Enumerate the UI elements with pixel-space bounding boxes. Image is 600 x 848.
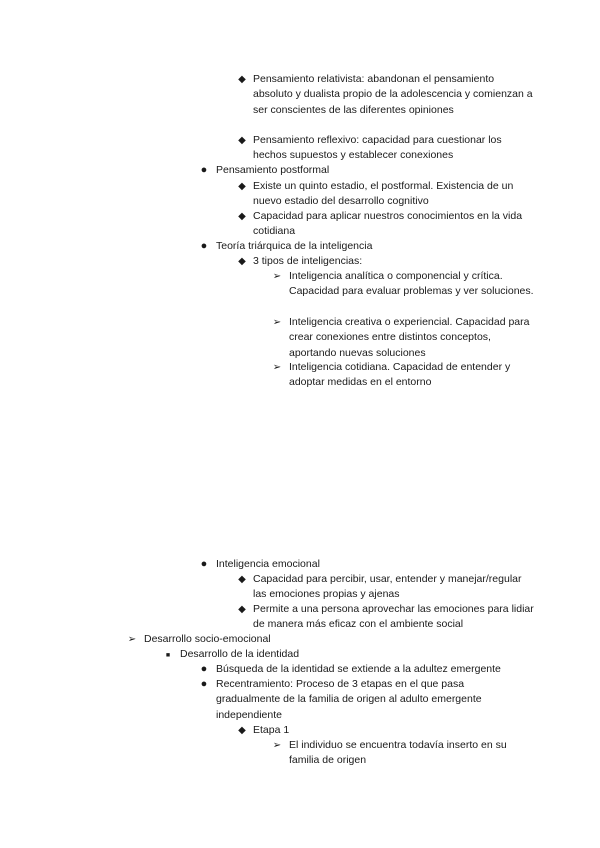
list-item-text: Pensamiento relativista: abandonan el pensamiento absoluto y dualista propio de la adolescencia y comienzan a ser conscientes de las diferentes opiniones xyxy=(253,73,533,116)
list-item-text: Etapa 1 xyxy=(253,724,290,736)
list-item xyxy=(272,360,535,391)
diamond-bullet-icon: ◆ xyxy=(238,135,246,146)
list-item-text: Búsqueda de la identidad se extiende a la adultez emergente xyxy=(216,663,501,675)
diamond-bullet-icon: ◆ xyxy=(238,574,246,585)
list-item xyxy=(272,269,535,300)
dot-bullet-icon: ● xyxy=(200,164,208,176)
list-item-text: Pensamiento postformal xyxy=(216,164,330,176)
diamond-bullet-icon: ◆ xyxy=(238,181,246,192)
list-item-text: Permite a una persona aprovechar las emociones para lidiar de manera más eficaz con el ambiente social xyxy=(253,603,534,631)
list-item xyxy=(200,239,536,254)
dot-bullet-icon: ● xyxy=(200,558,208,570)
list-item-text: Inteligencia emocional xyxy=(216,558,320,570)
list-item xyxy=(272,738,535,769)
list-item-text: Existe un quinto estadio, el postformal. Existencia de un nuevo estadio del desarrollo cognitivo xyxy=(253,180,514,208)
list-item xyxy=(238,602,535,633)
list-item-text: Capacidad para percibir, usar, entender y manejar/regular las emociones propias y ajenas xyxy=(253,573,522,601)
list-item xyxy=(238,254,535,269)
list-item-text: Inteligencia cotidiana. Capacidad de entender y adoptar medidas en el entorno xyxy=(289,361,511,389)
list-item xyxy=(200,662,536,677)
arrow-bullet-icon: ➢ xyxy=(272,271,282,282)
diamond-bullet-icon: ◆ xyxy=(238,74,246,85)
list-item-text: Desarrollo socio-emocional xyxy=(144,633,271,645)
dot-bullet-icon: ● xyxy=(200,240,208,252)
list-item xyxy=(238,72,535,118)
square-bullet-icon: ■ xyxy=(165,652,171,659)
list-item xyxy=(165,647,530,662)
dot-bullet-icon: ● xyxy=(200,663,208,675)
list-item-text: Teoría triárquica de la inteligencia xyxy=(216,240,373,252)
list-item xyxy=(127,632,524,647)
diamond-bullet-icon: ◆ xyxy=(238,604,246,615)
list-item-text: Desarrollo de la identidad xyxy=(180,648,300,660)
list-item xyxy=(238,133,535,164)
list-item-text: El individuo se encuentra todavía inserto en su familia de origen xyxy=(289,739,507,767)
arrow-bullet-icon: ➢ xyxy=(272,317,282,328)
list-item xyxy=(272,315,535,361)
list-item-text: Recentramiento: Proceso de 3 etapas en el que pasa gradualmente de la familia de origen al adulto emergente independiente xyxy=(216,678,482,721)
diamond-bullet-icon: ◆ xyxy=(238,211,246,222)
list-item xyxy=(200,557,536,572)
list-item xyxy=(200,677,516,723)
diamond-bullet-icon: ◆ xyxy=(238,725,246,736)
list-item-text: Inteligencia creativa o experiencial. Capacidad para crear conexiones entre distintos conceptos, aportando nuevas soluciones xyxy=(289,316,530,359)
list-item xyxy=(238,209,535,240)
list-item xyxy=(238,179,535,210)
list-item-text: Inteligencia analítica o componencial y crítica. Capacidad para evaluar problemas y ver soluciones. xyxy=(289,270,534,298)
list-item xyxy=(238,572,535,603)
arrow-bullet-icon: ➢ xyxy=(127,634,137,645)
list-item-text: Capacidad para aplicar nuestros conocimientos en la vida cotidiana xyxy=(253,210,523,238)
arrow-bullet-icon: ➢ xyxy=(272,362,282,373)
list-item-text: 3 tipos de inteligencias: xyxy=(253,255,363,267)
list-item xyxy=(200,163,536,178)
arrow-bullet-icon: ➢ xyxy=(272,740,282,751)
dot-bullet-icon: ● xyxy=(200,678,208,690)
list-item xyxy=(238,723,535,738)
diamond-bullet-icon: ◆ xyxy=(238,256,246,267)
list-item-text: Pensamiento reflexivo: capacidad para cuestionar los hechos supuestos y establecer conexiones xyxy=(253,134,502,162)
